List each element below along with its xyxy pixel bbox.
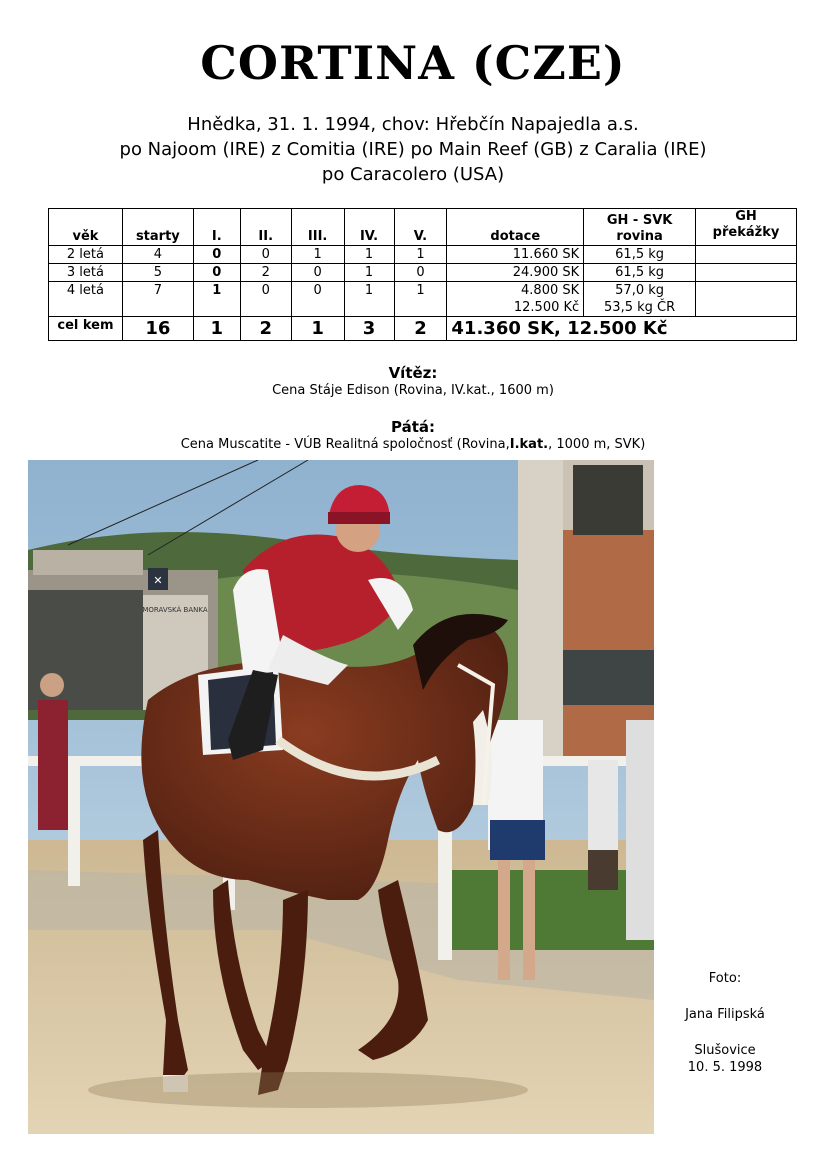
- cell-dotace: [447, 282, 584, 317]
- cell-starty: 7: [122, 282, 193, 317]
- col-header-dotace: dotace: [447, 209, 584, 246]
- cell-iv: 1: [344, 246, 394, 264]
- cell-total-dotace: 41.360 SK, 12.500 Kč: [447, 317, 797, 341]
- winner-race: Cena Stáje Edison (Rovina, IV.kat., 1600 m): [272, 383, 554, 398]
- cell-dotace-kc: 12.500 Kč: [513, 300, 580, 315]
- table-total-row: [49, 317, 797, 341]
- col-header-gh-svk-line2: rovina: [616, 229, 663, 244]
- photo-illustration: [28, 460, 654, 1134]
- photo-location: Slušovice: [694, 1043, 756, 1058]
- cell-v: 1: [394, 282, 447, 317]
- cell-i: 0: [193, 264, 240, 282]
- x-logo-icon: ✕: [153, 574, 163, 587]
- cell-vek: 3 letá: [49, 264, 123, 282]
- pedigree-line-1: po Najoom (IRE) z Comitia (IRE) po Main Reef (GB) z Caralia (IRE): [119, 139, 707, 160]
- fifth-race-a: Cena Muscatite - VÚB Realitná spoločnosť (Rovina,: [180, 437, 510, 452]
- col-header-v: V.: [394, 209, 447, 246]
- horse-details: Hnědka, 31. 1. 1994, chov: Hřebčín Napajedla a.s.: [187, 114, 639, 135]
- col-header-gh-svk-line1: GH - SVK: [606, 213, 673, 228]
- col-header-gh-svk: [584, 209, 696, 246]
- cell-starty: 4: [122, 246, 193, 264]
- cell-v: 0: [394, 264, 447, 282]
- cell-ii: 0: [240, 282, 291, 317]
- col-header-gh-prek-line2: překážky: [712, 225, 780, 240]
- cell-iv: 1: [344, 264, 394, 282]
- photo-date: 10. 5. 1998: [687, 1060, 763, 1075]
- cell-iii: 1: [291, 246, 344, 264]
- cell-total-iii: 1: [291, 317, 344, 341]
- race-stats-table: [48, 208, 797, 341]
- cell-v: 1: [394, 246, 447, 264]
- cell-gh-svk: 61,5 kg: [584, 264, 696, 282]
- cell-gh-svk-2: 53,5 kg ČR: [604, 300, 676, 315]
- cell-total-starty: 16: [122, 317, 193, 341]
- cell-iii: 0: [291, 264, 344, 282]
- fifth-race: [0, 437, 826, 452]
- fifth-race-c: , 1000 m, SVK): [548, 437, 646, 452]
- table-header-row: [49, 209, 797, 246]
- table-row: [49, 282, 797, 317]
- cell-gh-svk-1: 57,0 kg: [615, 283, 665, 298]
- cell-iv: 1: [344, 282, 394, 317]
- pedigree-line-2: po Caracolero (USA): [321, 164, 505, 185]
- cell-total-i: 1: [193, 317, 240, 341]
- col-header-i: I.: [193, 209, 240, 246]
- fifth-race-class: I.kat.: [509, 437, 549, 452]
- page-title: CORTINA (CZE): [200, 36, 626, 90]
- cell-gh-svk: [584, 282, 696, 317]
- cell-total-ii: 2: [240, 317, 291, 341]
- col-header-gh-prekazky: [696, 209, 797, 246]
- photo-credit-label: Foto:: [708, 971, 742, 986]
- winner-heading: Vítěz:: [388, 364, 438, 382]
- col-header-iv: IV.: [344, 209, 394, 246]
- cell-vek: 2 letá: [49, 246, 123, 264]
- racehorse-photo: [28, 460, 654, 1134]
- cell-starty: 5: [122, 264, 193, 282]
- cell-total-iv: 3: [344, 317, 394, 341]
- col-header-gh-prek-line1: GH: [735, 209, 757, 224]
- cell-dotace: 11.660 SK: [447, 246, 584, 264]
- cell-i: 1: [193, 282, 240, 317]
- cell-gh-prekazky: [696, 246, 797, 264]
- cell-ii: 2: [240, 264, 291, 282]
- cell-gh-svk: 61,5 kg: [584, 246, 696, 264]
- cell-gh-prekazky: [696, 282, 797, 317]
- col-header-starty: starty: [122, 209, 193, 246]
- cell-total-v: 2: [394, 317, 447, 341]
- col-header-ii: II.: [240, 209, 291, 246]
- cell-i: 0: [193, 246, 240, 264]
- table-row: [49, 246, 797, 264]
- cell-total-label: cel kem: [49, 317, 123, 341]
- photographer-name: Jana Filipská: [685, 1007, 765, 1022]
- cell-dotace: 24.900 SK: [447, 264, 584, 282]
- col-header-iii: III.: [291, 209, 344, 246]
- cell-iii: 0: [291, 282, 344, 317]
- cell-gh-prekazky: [696, 264, 797, 282]
- cell-ii: 0: [240, 246, 291, 264]
- col-header-vek: věk: [49, 209, 123, 246]
- fifth-heading: Pátá:: [390, 418, 435, 436]
- brick-building: [518, 460, 654, 760]
- table-row: [49, 264, 797, 282]
- bank-sign: MORAVSKÁ BANKA: [142, 606, 208, 614]
- cell-vek: 4 letá: [49, 282, 123, 317]
- cell-dotace-sk: 4.800 SK: [521, 283, 580, 298]
